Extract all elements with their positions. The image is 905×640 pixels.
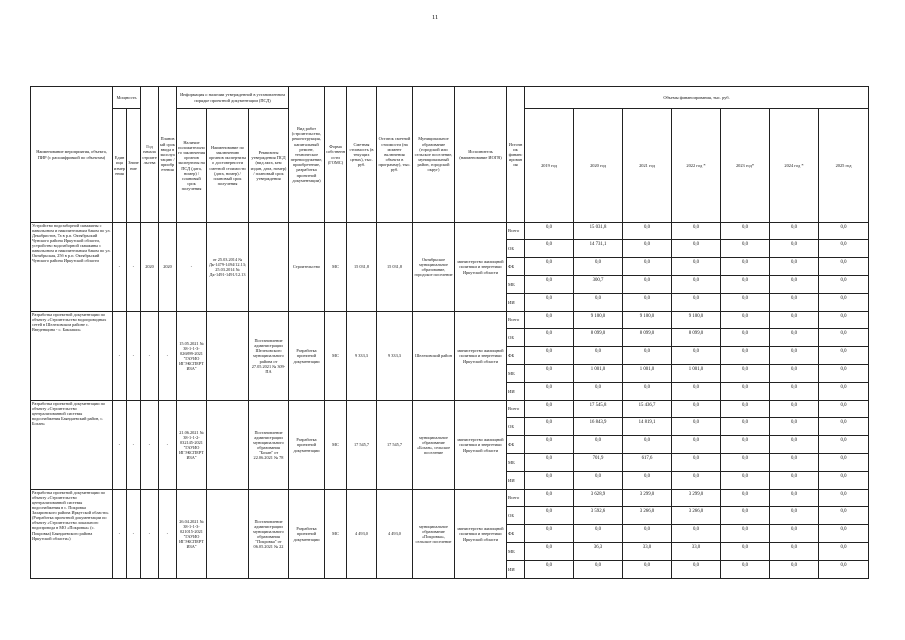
cell-funding-value: 0,0: [574, 347, 623, 365]
cell-funding-value: 701,9: [574, 454, 623, 472]
cell-value: -: [127, 312, 141, 401]
cell-unit: -: [113, 312, 127, 401]
cell-value: -: [127, 490, 141, 579]
cell-funding-value: 0,0: [770, 561, 819, 579]
hdr-year-2023: 2023 год*: [721, 109, 770, 223]
cell-funding-source: ОБ: [507, 418, 525, 436]
cell-funding-value: 0,0: [721, 490, 770, 507]
hdr-municipality: Муниципальное образование (городской или сельское поселение, муниципальный район, городской округ): [413, 87, 455, 223]
cell-funding-value: 0,0: [525, 365, 574, 383]
cell-funding-value: 1 001,0: [672, 365, 721, 383]
cell-funding-value: 0,0: [770, 312, 819, 329]
cell-funding-value: 0,0: [672, 276, 721, 294]
cell-funding-value: 0,0: [819, 525, 869, 543]
cell-funding-source: МБ: [507, 365, 525, 383]
hdr-psd-info: Информация о наличии утвержденной в установленном порядке проектной документации (ПСД): [177, 87, 289, 109]
cell-funding-value: 0,0: [525, 418, 574, 436]
cell-funding-value: 0,0: [770, 454, 819, 472]
cell-funding-value: 0,0: [623, 347, 672, 365]
cell-ownership: МС: [325, 223, 347, 312]
cell-funding-value: 8 099,0: [623, 329, 672, 347]
cell-remaining-cost: 17 545,7: [377, 401, 413, 490]
cell-unit: -: [113, 490, 127, 579]
cell-funding-source: ФБ: [507, 258, 525, 276]
cell-funding-value: 0,0: [721, 454, 770, 472]
hdr-year-2022: 2022 год *: [672, 109, 721, 223]
hdr-remaining-cost: Остаток сметной стоимости (на момент включения объекта в программу), тыс. руб.: [377, 87, 413, 223]
cell-funding-value: 0,0: [770, 258, 819, 276]
cell-funding-value: 0,0: [721, 561, 770, 579]
cell-unit: -: [113, 223, 127, 312]
table-row: [31, 401, 869, 418]
hdr-executor: Исполнитель (наименование ИОГВ): [455, 87, 507, 223]
cell-funding-value: 0,0: [525, 436, 574, 454]
investment-table: [30, 86, 869, 579]
cell-funding-value: 0,0: [525, 294, 574, 312]
cell-year-start: -: [141, 490, 159, 579]
cell-funding-value: 15 436,7: [623, 401, 672, 418]
cell-funding-value: 0,0: [623, 561, 672, 579]
cell-funding-value: 9 100,0: [623, 312, 672, 329]
cell-funding-value: 0,0: [819, 454, 869, 472]
cell-funding-value: 0,0: [574, 383, 623, 401]
cell-funding-value: 9 100,0: [672, 312, 721, 329]
cell-funding-value: 0,0: [525, 329, 574, 347]
cell-estimated-cost: 15 031,8: [347, 223, 377, 312]
cell-unit: -: [113, 401, 127, 490]
cell-funding-source: МБ: [507, 276, 525, 294]
cell-funding-value: 3 299,0: [672, 490, 721, 507]
hdr-name: Наименование мероприятия, объекта, ПИР (с расшифровкой по объектам): [31, 87, 113, 223]
cell-funding-value: 0,0: [721, 223, 770, 240]
cell-year-end: -: [159, 490, 177, 579]
cell-value: -: [127, 401, 141, 490]
cell-funding-value: 0,0: [819, 490, 869, 507]
cell-year-end: 2020: [159, 223, 177, 312]
cell-funding-value: 0,0: [819, 240, 869, 258]
cell-funding-value: 0,0: [525, 454, 574, 472]
table-row: [31, 223, 869, 240]
cell-funding-value: 0,0: [770, 347, 819, 365]
cell-conclusion: 15.05.2021 № 38-1-1-3-026899-2021 "ГАУИО ИГЭКСПЕРТИЗА": [177, 312, 207, 401]
cell-funding-value: 0,0: [525, 507, 574, 525]
cell-conclusion: 21.06.2021 № 38-1-1-2-032145-2021 "ГАУИО ИГЭКСПЕРТИЗА": [177, 401, 207, 490]
cell-funding-source: Всего: [507, 401, 525, 418]
cell-funding-value: 0,0: [623, 240, 672, 258]
cell-conclusion-name: [207, 490, 249, 579]
cell-funding-value: 0,0: [525, 525, 574, 543]
table-row: [31, 312, 869, 329]
cell-funding-value: 15 031,8: [574, 223, 623, 240]
cell-funding-value: 617,6: [623, 454, 672, 472]
cell-funding-value: 0,0: [721, 436, 770, 454]
cell-funding-value: 0,0: [525, 490, 574, 507]
cell-funding-source: ФБ: [507, 347, 525, 365]
cell-funding-value: 0,0: [819, 258, 869, 276]
cell-executor: министерство жилищной политики и энергетики Иркутской области: [455, 401, 507, 490]
cell-name: Разработка проектной документации по объекту «Строительство водопроводных сетей в Шелеховском районе с. Введенщина - с. Баклаши»: [31, 312, 113, 401]
hdr-approval: Реквизиты утверждения ПСД (вид акта, кем издан, дата, номер) / плановый срок утверждения: [249, 109, 289, 223]
cell-funding-value: 0,0: [672, 347, 721, 365]
cell-funding-value: 33,0: [672, 543, 721, 561]
cell-funding-value: 0,0: [721, 258, 770, 276]
hdr-funding-source: Источник финансирования: [507, 87, 525, 223]
cell-funding-value: 14 731,1: [574, 240, 623, 258]
hdr-year-start: Год начала строительства: [141, 87, 159, 223]
cell-funding-value: 0,0: [623, 258, 672, 276]
hdr-unit: Единица измерения: [113, 109, 127, 223]
cell-remaining-cost: 9 333,3: [377, 312, 413, 401]
cell-estimated-cost: 17 545,7: [347, 401, 377, 490]
cell-funding-value: 0,0: [819, 294, 869, 312]
cell-funding-value: 0,0: [721, 347, 770, 365]
cell-funding-value: 0,0: [623, 223, 672, 240]
cell-funding-value: 3 266,0: [623, 507, 672, 525]
cell-funding-value: 0,0: [574, 472, 623, 490]
cell-funding-value: 0,0: [819, 507, 869, 525]
cell-funding-value: 0,0: [721, 418, 770, 436]
cell-funding-source: ФБ: [507, 436, 525, 454]
cell-conclusion-name: [207, 312, 249, 401]
cell-funding-value: 0,0: [672, 454, 721, 472]
cell-funding-value: 0,0: [770, 240, 819, 258]
cell-funding-value: 3 299,0: [623, 490, 672, 507]
hdr-value: Значение: [127, 109, 141, 223]
cell-funding-value: 14 819,1: [623, 418, 672, 436]
cell-municipality: Октябрьское муниципальное образование, городское поселение: [413, 223, 455, 312]
cell-funding-value: 0,0: [721, 383, 770, 401]
cell-funding-value: 0,0: [721, 525, 770, 543]
cell-funding-value: 0,0: [623, 472, 672, 490]
cell-funding-value: 0,0: [525, 276, 574, 294]
cell-funding-value: 0,0: [672, 401, 721, 418]
cell-conclusion: -: [177, 223, 207, 312]
cell-funding-value: 3 628,9: [574, 490, 623, 507]
cell-funding-value: 8 099,0: [574, 329, 623, 347]
cell-funding-value: 0,0: [574, 258, 623, 276]
cell-funding-value: 0,0: [770, 276, 819, 294]
cell-funding-value: 0,0: [721, 312, 770, 329]
cell-funding-value: 0,0: [770, 401, 819, 418]
cell-funding-value: 0,0: [672, 472, 721, 490]
cell-funding-source: ОБ: [507, 240, 525, 258]
hdr-estimated-cost: Сметная стоимость (в текущих ценах), тыс. руб.: [347, 87, 377, 223]
cell-funding-value: 0,0: [819, 561, 869, 579]
hdr-year-2019: 2019 год: [525, 109, 574, 223]
hdr-funding-volume: Объемы финансирования, тыс. руб.: [525, 87, 869, 109]
cell-executor: министерство жилищной политики и энергетики Иркутской области: [455, 223, 507, 312]
cell-executor: министерство жилищной политики и энергетики Иркутской области: [455, 490, 507, 579]
cell-conclusion-name: от 25.03.2014 № Дк-1479-1494/12.13; 25.03.2014 № Дк-1491-1491/12.13: [207, 223, 249, 312]
cell-funding-value: 0,0: [672, 258, 721, 276]
cell-funding-source: ФБ: [507, 525, 525, 543]
hdr-year-2020: 2020 год: [574, 109, 623, 223]
cell-funding-value: 0,0: [721, 294, 770, 312]
hdr-work-type: Вид работ (строительство, реконструкция, капитальный ремонт, техническое перевооружение, приобретение, разработка проектной документации): [289, 87, 325, 223]
cell-funding-value: 300,7: [574, 276, 623, 294]
cell-name: Устройство водозаборной скважины с павильоном и накопительным баком по ул. Декабристов, 7а в р.п. Октябрьский Чунского района Иркутской области, устройство водозаборной скважины с павильоном и накопительным баком по ул. Октябрьская, 25б в р.п. Октябрьский Чунского района Иркутской области: [31, 223, 113, 312]
cell-funding-value: 0,0: [623, 383, 672, 401]
cell-funding-value: 3 266,0: [672, 507, 721, 525]
cell-municipality: муниципальное образование «Бохан», сельское поселение: [413, 401, 455, 490]
cell-funding-value: 0,0: [672, 525, 721, 543]
cell-funding-value: 0,0: [672, 436, 721, 454]
cell-funding-value: 0,0: [819, 365, 869, 383]
cell-year-start: 2020: [141, 223, 159, 312]
cell-ownership: МС: [325, 490, 347, 579]
cell-funding-value: 0,0: [819, 223, 869, 240]
hdr-ownership: Форма собственности (ГОМС): [325, 87, 347, 223]
hdr-year-2021: 2021 год: [623, 109, 672, 223]
cell-funding-value: 0,0: [819, 401, 869, 418]
cell-executor: министерство жилищной политики и энергетики Иркутской области: [455, 312, 507, 401]
cell-funding-value: 0,0: [672, 383, 721, 401]
cell-funding-value: 0,0: [721, 401, 770, 418]
cell-funding-value: 33,0: [623, 543, 672, 561]
cell-funding-value: 0,0: [721, 507, 770, 525]
cell-funding-value: 9 100,0: [574, 312, 623, 329]
cell-funding-source: Всего: [507, 312, 525, 329]
hdr-year-2025: 2025 год: [819, 109, 869, 223]
cell-funding-value: 0,0: [721, 543, 770, 561]
cell-funding-value: 0,0: [672, 240, 721, 258]
cell-funding-value: 0,0: [819, 472, 869, 490]
cell-funding-source: МБ: [507, 454, 525, 472]
cell-funding-value: 36,3: [574, 543, 623, 561]
cell-funding-value: 0,0: [819, 436, 869, 454]
cell-conclusion: 26.04.2021 № 38-1-1-3-021015-2021 "ГАУИО ИГЭКСПЕРТИЗА": [177, 490, 207, 579]
cell-funding-source: ОБ: [507, 329, 525, 347]
cell-funding-value: 0,0: [623, 276, 672, 294]
cell-funding-value: 0,0: [525, 312, 574, 329]
cell-funding-value: 0,0: [672, 561, 721, 579]
cell-funding-value: 0,0: [574, 294, 623, 312]
cell-conclusion-name: [207, 401, 249, 490]
cell-funding-source: Всего: [507, 223, 525, 240]
cell-estimated-cost: 4 493,0: [347, 490, 377, 579]
cell-funding-source: ИИ: [507, 383, 525, 401]
cell-funding-value: 0,0: [770, 472, 819, 490]
cell-funding-value: 0,0: [672, 418, 721, 436]
cell-funding-value: 0,0: [525, 543, 574, 561]
cell-funding-source: ИИ: [507, 472, 525, 490]
cell-funding-value: 0,0: [721, 329, 770, 347]
cell-funding-value: 0,0: [819, 543, 869, 561]
cell-funding-value: 0,0: [623, 525, 672, 543]
cell-work-type: Разработка проектной документации: [289, 401, 325, 490]
cell-funding-value: 0,0: [525, 561, 574, 579]
cell-work-type: Разработка проектной документации: [289, 312, 325, 401]
cell-funding-value: 0,0: [770, 543, 819, 561]
cell-funding-value: 0,0: [721, 472, 770, 490]
cell-year-start: -: [141, 312, 159, 401]
cell-funding-value: 0,0: [525, 383, 574, 401]
cell-funding-value: 0,0: [770, 525, 819, 543]
hdr-conclusion-name: Наименование по заключению органов экспертизы о достоверности сметной стоимости (дата, номер) / плановый срок получения: [207, 109, 249, 223]
page-number: 11: [432, 14, 439, 21]
cell-funding-value: 0,0: [770, 223, 819, 240]
cell-funding-value: 3 592,6: [574, 507, 623, 525]
cell-value: -: [127, 223, 141, 312]
cell-approval: Постановление администрации Шелеховского муниципального района от 27.05.2021 № 309-ПА: [249, 312, 289, 401]
cell-funding-value: 1 001,0: [623, 365, 672, 383]
cell-funding-value: 16 843,9: [574, 418, 623, 436]
cell-remaining-cost: 4 493,0: [377, 490, 413, 579]
cell-approval: Постановление администрации муниципального образования "Бохан" от 22.06.2021 № 78: [249, 401, 289, 490]
table-row: [31, 490, 869, 507]
cell-year-end: -: [159, 401, 177, 490]
cell-funding-value: 0,0: [525, 258, 574, 276]
cell-funding-value: 0,0: [623, 436, 672, 454]
cell-funding-value: 0,0: [770, 383, 819, 401]
cell-remaining-cost: 15 031,8: [377, 223, 413, 312]
cell-work-type: Разработка проектной документации: [289, 490, 325, 579]
cell-funding-value: 0,0: [770, 329, 819, 347]
cell-funding-value: 0,0: [819, 347, 869, 365]
hdr-year-end: Плановый срок ввода в эксплуатацию / приобретения: [159, 87, 177, 223]
hdr-capacity: Мощность: [113, 87, 141, 109]
cell-funding-value: 0,0: [819, 276, 869, 294]
cell-funding-value: 0,0: [721, 240, 770, 258]
cell-funding-value: 0,0: [525, 472, 574, 490]
cell-funding-value: 0,0: [819, 312, 869, 329]
cell-funding-value: 0,0: [770, 490, 819, 507]
cell-approval: Постановление администрации муниципального образования "Покровка" от 06.05.2021 № 22: [249, 490, 289, 579]
cell-funding-value: 0,0: [770, 436, 819, 454]
cell-funding-value: 1 001,0: [574, 365, 623, 383]
cell-funding-source: МБ: [507, 543, 525, 561]
cell-funding-value: 17 545,8: [574, 401, 623, 418]
cell-funding-source: ОБ: [507, 507, 525, 525]
cell-ownership: МС: [325, 401, 347, 490]
cell-funding-value: 0,0: [721, 276, 770, 294]
cell-estimated-cost: 9 333,3: [347, 312, 377, 401]
cell-funding-value: 0,0: [770, 365, 819, 383]
cell-approval: [249, 223, 289, 312]
cell-work-type: Строительство: [289, 223, 325, 312]
cell-funding-value: 0,0: [574, 525, 623, 543]
cell-funding-value: 0,0: [574, 436, 623, 454]
cell-funding-value: 0,0: [525, 347, 574, 365]
cell-funding-value: 0,0: [819, 383, 869, 401]
cell-funding-value: 0,0: [819, 329, 869, 347]
cell-funding-source: Всего: [507, 490, 525, 507]
cell-funding-value: 0,0: [525, 223, 574, 240]
cell-funding-source: ИИ: [507, 294, 525, 312]
cell-funding-value: 0,0: [574, 561, 623, 579]
cell-funding-value: 0,0: [525, 240, 574, 258]
cell-funding-source: ИИ: [507, 561, 525, 579]
cell-funding-value: 0,0: [525, 401, 574, 418]
cell-funding-value: 0,0: [770, 294, 819, 312]
cell-funding-value: 0,0: [721, 365, 770, 383]
cell-funding-value: 0,0: [672, 223, 721, 240]
cell-year-start: -: [141, 401, 159, 490]
cell-name: Разработка проектной документации по объекту «Строительство централизованной системы водоснабжения Баяндаевский район, с. Бохан»: [31, 401, 113, 490]
hdr-positive-conclusion: Наличие положительного заключения органов экспертизы на ПСД (дата, номер) / плановый срок получения: [177, 109, 207, 223]
cell-municipality: Шелеховский район: [413, 312, 455, 401]
cell-funding-value: 0,0: [819, 418, 869, 436]
cell-funding-value: 0,0: [672, 294, 721, 312]
cell-funding-value: 0,0: [770, 507, 819, 525]
cell-funding-value: 0,0: [770, 418, 819, 436]
cell-funding-value: 0,0: [623, 294, 672, 312]
cell-municipality: муниципальное образование «Покровка», сельское поселение: [413, 490, 455, 579]
hdr-year-2024: 2024 год *: [770, 109, 819, 223]
cell-name: Разработка проектной документации по объекту «Строительство централизованной системы водоснабжения в с. Покровка Заларинского района Иркутской области» (Разработка проектной документации по объекту «Строительство локального водопровода в МО «Покровка» (с. Покровка) Баяндаевского района Иркутской области»): [31, 490, 113, 579]
cell-year-end: -: [159, 312, 177, 401]
cell-ownership: МС: [325, 312, 347, 401]
cell-funding-value: 8 099,0: [672, 329, 721, 347]
